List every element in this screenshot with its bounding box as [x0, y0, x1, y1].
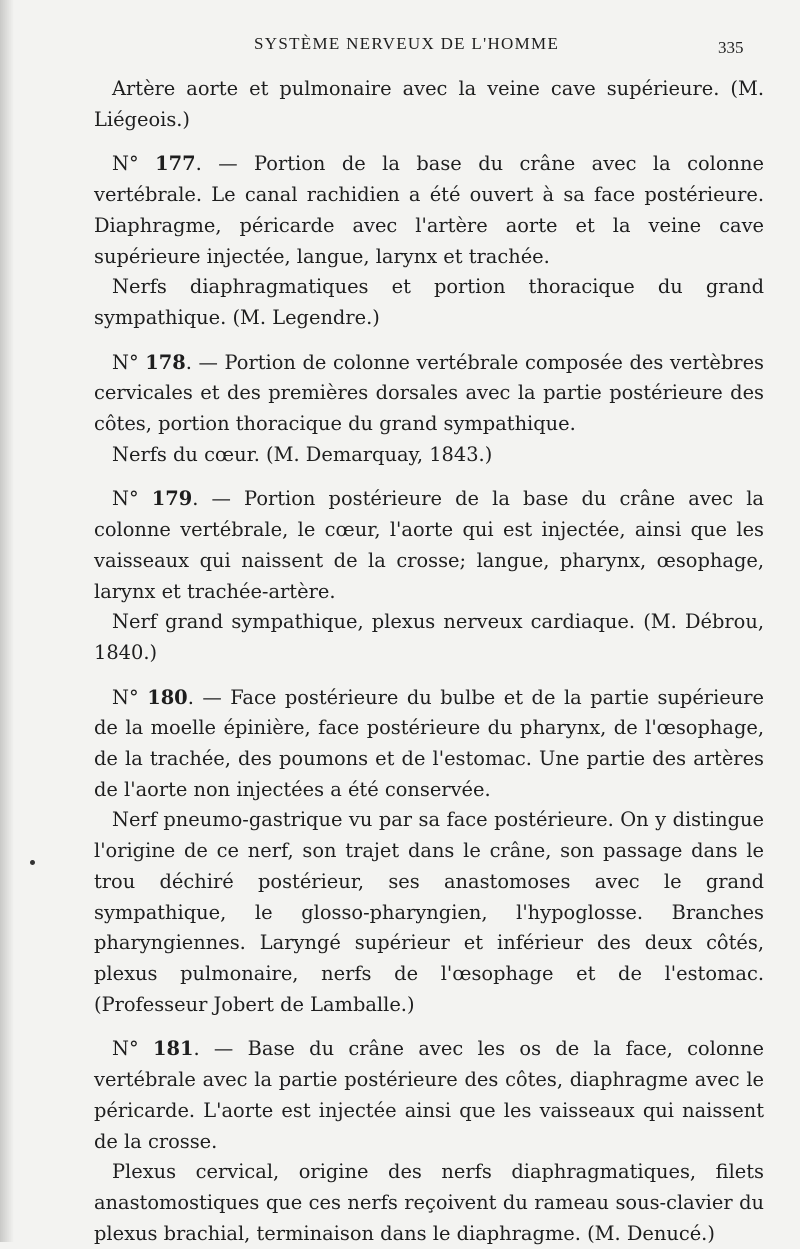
entry-number-label: N°: [112, 1037, 139, 1061]
entry-number: 180: [147, 685, 188, 709]
page-number: 335: [718, 38, 744, 57]
entry-number: 181: [152, 1037, 194, 1061]
entry-177: [94, 149, 764, 272]
page-edge-shadow: [0, 0, 14, 1242]
entry-number-label: N°: [112, 350, 139, 374]
entry-number-label: N°: [112, 152, 139, 176]
entry-number-label: N°: [112, 685, 139, 709]
entry-181-nerves: [94, 1157, 764, 1249]
entry-181: [94, 1034, 764, 1157]
paragraph-continuation: [94, 74, 764, 135]
entry-180-nerves: [94, 805, 764, 1020]
entry-179-nerves: [94, 607, 764, 668]
entry-number: 179: [151, 487, 193, 511]
running-title: SYSTÈME NERVEUX DE L'HOMME: [254, 34, 560, 53]
entry-text: . — Base du crâne avec les os de la face, colonne vertébrale avec la partie postérieure des côtes, diaphragme avec le péricarde. L'aorte est injectée ainsi que les vaisseaux qui naissent de la crosse.: [94, 1037, 764, 1153]
entry-179: [94, 484, 764, 607]
paragraph-text: Plexus cervical, origine des nerfs diaphragmatiques, filets anastomostiques que ces nerfs reçoivent du rameau sous-clavier du plexus brachial, terminaison dans le diaphragme. (M. Denucé.): [94, 1160, 764, 1245]
entry-text: . — Portion de la base du crâne avec la colonne vertébrale. Le canal rachidien a été ouvert à sa face postérieure. Diaphragme, péricarde avec l'artère aorte et la veine cave supérieure injectée, langue, larynx et trachée.: [94, 152, 764, 268]
entry-number: 178: [145, 350, 186, 374]
entry-text: . — Portion postérieure de la base du crâne avec la colonne vertébrale, le cœur, l'aorte qui est injectée, ainsi que les vaisseaux qui naissent de la crosse; langue, pharynx, œsophage, larynx et trachée-artère.: [94, 487, 764, 603]
paragraph-text: Nerfs diaphragmatiques et portion thoracique du grand sympathique. (M. Legendre.): [94, 275, 764, 329]
entry-number: 177: [155, 152, 196, 176]
entry-text: . — Portion de colonne vertébrale composée des vertèbres cervicales et des premières dorsales avec la partie postérieure des côtes, portion thoracique du grand sympathique.: [94, 350, 764, 436]
page-body: [94, 74, 764, 1249]
page-header: [0, 34, 800, 58]
entry-number-label: N°: [112, 487, 139, 511]
entry-177-nerves: [94, 272, 764, 333]
margin-mark: [30, 860, 35, 865]
paragraph-text: Nerf pneumo-gastrique vu par sa face postérieure. On y distingue l'origine de ce nerf, son trajet dans le crâne, son passage dans le trou déchiré postérieur, ses anastomoses avec le grand sympathique, le glosso-pharyngien, l'hypoglosse. Branches pharyngiennes. Laryngé supérieur et inférieur des deux côtés, plexus pulmonaire, nerfs de l'œsophage et de l'estomac. (Professeur Jobert de Lamballe.): [94, 808, 764, 1016]
paragraph-text: Artère aorte et pulmonaire avec la veine cave supérieure. (M. Liégeois.): [94, 77, 764, 131]
entry-178: [94, 348, 764, 440]
paragraph-text: Nerfs du cœur. (M. Demarquay, 1843.): [112, 442, 493, 466]
paragraph-text: Nerf grand sympathique, plexus nerveux cardiaque. (M. Débrou, 1840.): [94, 610, 764, 664]
entry-180: [94, 683, 764, 806]
entry-text: . — Face postérieure du bulbe et de la partie supérieure de la moelle épinière, face postérieure du pharynx, de l'œsophage, de la trachée, des poumons et de l'estomac. Une partie des artères de l'aorte non injectées a été conservée.: [94, 685, 764, 801]
entry-178-nerves: [94, 440, 764, 471]
